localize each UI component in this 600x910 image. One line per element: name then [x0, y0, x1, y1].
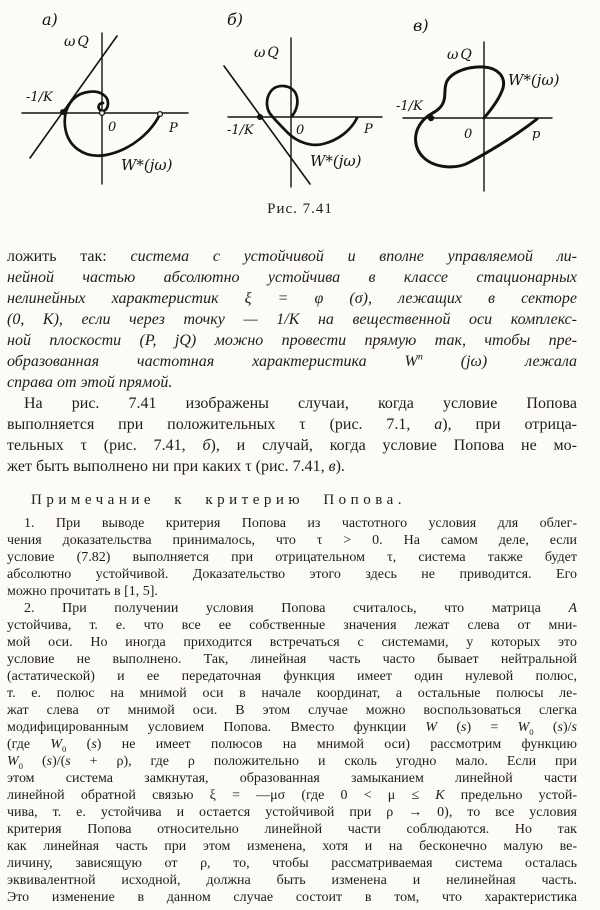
diagram-v: [396, 16, 560, 191]
text-segment: 0: [18, 760, 24, 770]
text-line: [7, 435, 577, 456]
text-segment: s: [91, 737, 97, 752]
text-segment: W: [50, 737, 63, 752]
text-line: [7, 787, 577, 804]
text-segment: система с устойчивой и вполне управляемой ли-: [130, 248, 577, 265]
paragraph-figure-discussion: [7, 393, 577, 477]
diagram-a-yaxis-label: ωQ: [64, 34, 91, 50]
text-segment: ) =: [466, 720, 518, 735]
text-line: [7, 753, 577, 770]
text-segment: (: [437, 720, 461, 735]
figure-7-41: [0, 0, 600, 217]
text-line: [7, 770, 577, 787]
text-segment: критерия Попова относительно линейной части соблюдаются. Но так: [7, 822, 577, 837]
diagram-b-neg1k-label: -1/K: [227, 123, 254, 138]
text-segment: ).: [335, 458, 345, 475]
text-segment: W: [425, 720, 438, 735]
diagram-b-origin-label: 0: [296, 123, 305, 138]
text-segment: (: [66, 737, 92, 752]
text-segment: (jω) лежала: [422, 353, 577, 370]
text-segment: мой оси. Но иногда приходится встречаться с системами, у которых это: [7, 635, 577, 650]
text-segment: s: [557, 720, 563, 735]
text-segment: абсолютно устойчивой. Доказательство этого здесь не приводится. Его: [7, 567, 577, 582]
text-line: [7, 456, 577, 477]
text-segment: личину, зависящую от ρ, то, чтобы рассматриваемая система осталась: [7, 856, 577, 871]
text-segment: условие (7.82) выполняется при отрицательном τ, система также будет: [7, 550, 577, 565]
text-line: [7, 393, 577, 414]
text-segment: б: [202, 437, 211, 454]
text-segment: справа от этой прямой.: [7, 374, 173, 391]
text-segment: W: [517, 720, 530, 735]
diagram-a-origin-point: [100, 111, 105, 116]
text-segment: образованная частотная характеристика W: [7, 353, 418, 370]
diagram-a-neg1k-point: [60, 109, 66, 115]
text-segment: ), и случай, когда условие Попова не мо-: [210, 437, 577, 454]
text-line: [7, 288, 577, 309]
text-line: [7, 838, 577, 855]
diagram-v-yaxis-label: ωQ: [447, 47, 474, 63]
diagram-b: [224, 10, 382, 187]
diagram-b-yaxis-label: ωQ: [254, 45, 281, 61]
text-segment: (где: [7, 737, 51, 752]
text-line: [7, 583, 577, 600]
text-segment: (: [533, 720, 558, 735]
figure-caption: Рис. 7.41: [267, 201, 333, 217]
text-segment: предельно устой-: [444, 788, 577, 803]
text-segment: можно прочитать в [1, 5].: [7, 584, 158, 599]
note-1: [7, 515, 577, 600]
text-segment: в: [328, 458, 336, 475]
text-segment: s: [571, 720, 577, 735]
text-line: [7, 685, 577, 702]
text-segment: А: [568, 601, 577, 616]
diagram-v-p-label: р: [532, 127, 541, 142]
figure-diagrams-svg: [0, 0, 600, 196]
text-line: [7, 515, 577, 532]
text-line: [7, 549, 577, 566]
text-line: [7, 414, 577, 435]
text-line: [7, 532, 577, 549]
text-segment: ной плоскости (P, jQ) можно провести прямую так, чтобы пре-: [7, 332, 577, 349]
note-heading: Примечание к критерию Попова.: [31, 492, 407, 508]
text-segment: ложить так:: [7, 248, 131, 265]
text-line: [7, 309, 577, 330]
text-segment: устойчива, т. е. что все ее собственные значения лежат слева от мни-: [7, 618, 577, 633]
text-segment: т. е. полюс на мнимой оси в начале координат, а остальные полюсы ле-: [7, 686, 577, 701]
text-segment: нейной частью абсолютно устойчива в классе стационарных: [7, 269, 577, 286]
text-line: [7, 246, 577, 267]
diagram-v-neg1k-label: -1/K: [396, 99, 423, 114]
paragraph-theorem: [7, 246, 577, 393]
text-line: [7, 566, 577, 583]
text-segment: нелинейных характеристик ξ = φ (σ), лежащих в секторе: [7, 290, 577, 307]
text-line: [7, 372, 577, 393]
text-segment: )/: [562, 720, 572, 735]
text-segment: Это изменение в данном случае состоит в том, что характеристика: [7, 890, 577, 905]
text-line: [7, 872, 577, 889]
text-segment: 0: [62, 743, 67, 753]
text-segment: как линейная часть при этом изменена, хотя и на бесконечно малую ве-: [7, 839, 577, 854]
text-line: [7, 889, 577, 906]
diagram-a: [22, 10, 188, 184]
text-segment: модифицированным условием Попова. Вместо функции: [7, 720, 426, 735]
diagram-b-frequency-curve: [267, 86, 357, 145]
text-segment: )/(: [52, 754, 66, 769]
diagram-a-curve-label: W*(jω): [121, 156, 173, 174]
text-segment: 0: [529, 726, 534, 736]
diagram-b-curve-label: W*(jω): [310, 152, 362, 170]
text-line: [7, 668, 577, 685]
text-segment: W: [7, 754, 19, 769]
text-segment: жет быть выполнено ни при каких τ (рис. 7.41,: [7, 458, 329, 475]
text-segment: ) не имеет полюсов на мнимой оси) рассмотрим функцию: [96, 737, 577, 752]
text-segment: K: [435, 788, 445, 803]
text-segment: На рис. 7.41 изображены случаи, когда условие Попова: [24, 395, 577, 412]
text-segment: (0, K), если через точку — 1/K на вещественной оси комплекс-: [7, 311, 577, 328]
text-segment: жат слева от мнимой оси. В этом случае можно воспользоваться слегка: [7, 703, 577, 718]
diagram-a-p-label: P: [169, 121, 178, 136]
text-line: [7, 351, 577, 372]
text-segment: выполняется при положительных τ (рис. 7.1,: [7, 416, 435, 433]
text-segment: s: [65, 754, 71, 769]
diagram-b-neg1k-point: [257, 114, 263, 120]
text-segment: тельных τ (рис. 7.41,: [7, 437, 203, 454]
diagram-v-label: в): [413, 16, 429, 35]
text-segment: (: [23, 754, 47, 769]
text-column: [0, 246, 600, 906]
text-line: [7, 719, 577, 736]
text-segment: п: [417, 351, 423, 363]
text-segment: условие не выполнено. Так, линейная часть часто бывает нейтральной: [7, 652, 577, 667]
text-line: [7, 617, 577, 634]
note-2: [7, 600, 577, 906]
text-line: [7, 330, 577, 351]
text-line: [7, 855, 577, 872]
text-line: [7, 634, 577, 651]
text-line: [7, 702, 577, 719]
text-segment: + ρ), где ρ положительно и сколь угодно мало. Если при: [70, 754, 577, 769]
text-line: [7, 821, 577, 838]
text-segment: чива, т. е. устойчива и остается устойчивой при ρ → 0), то все условия: [7, 805, 577, 820]
text-segment: а: [434, 416, 443, 433]
text-segment: чения доказательства принималось, что τ > 0. На самом деле, если: [7, 533, 577, 548]
diagram-v-neg1k-point: [428, 115, 434, 121]
text-segment: эквивалентной исходной, должна быть изменена и нелинейная часть.: [7, 873, 577, 888]
text-segment: s: [461, 720, 467, 735]
text-segment: 1. При выводе критерия Попова из частотного условия для облег-: [24, 516, 577, 531]
diagram-v-curve-label: W*(jω): [508, 71, 560, 89]
diagram-a-p-point: [158, 112, 163, 117]
diagram-a-origin-label: 0: [108, 120, 117, 135]
text-line: [7, 267, 577, 288]
diagram-a-label: а): [42, 10, 58, 29]
text-line: [7, 804, 577, 821]
text-segment: 2. При получении условия Попова считалось, что матрица: [24, 601, 569, 616]
text-segment: этом система замкнутая, образованная замыканием линейной части: [7, 771, 577, 786]
diagram-v-origin-label: 0: [464, 127, 473, 142]
text-segment: s: [46, 754, 53, 769]
text-line: [7, 651, 577, 668]
text-segment: (астатической) и ее передаточная функция имеет один нулевой полюс,: [7, 669, 577, 684]
text-segment: линейной обратной связью ξ = —μσ (где 0 < μ ≤: [7, 788, 436, 803]
text-segment: ), при отрица-: [442, 416, 577, 433]
diagram-b-label: б): [227, 10, 244, 29]
text-line: [7, 600, 577, 617]
diagram-a-neg1k-label: -1/K: [26, 90, 53, 105]
text-line: [7, 736, 577, 753]
diagram-b-p-label: P: [364, 122, 373, 137]
